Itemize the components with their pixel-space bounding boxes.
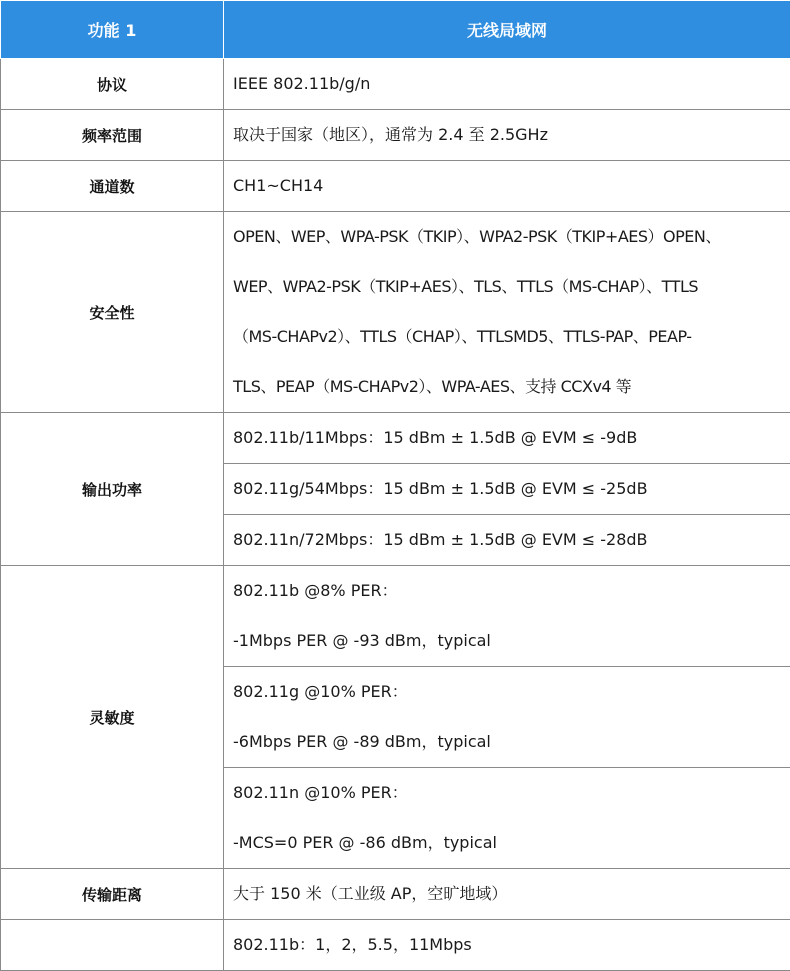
output-power-label: 输出功率 [1, 413, 224, 566]
channels-label: 通道数 [1, 161, 224, 212]
security-line-2: WEP、WPA2-PSK（TKIP+AES）、TLS、TTLS（MS-CHAP）、TTLS [233, 262, 784, 312]
sensitivity-2-line-1: 802.11g @10% PER： [233, 667, 784, 717]
data-rate-value [224, 920, 790, 971]
row-sensitivity-1 [1, 566, 790, 667]
output-power-text-3: 802.11n/72Mbps：15 dBm ± 1.5dB @ EVM ≤ -28dB [233, 515, 784, 565]
frequency-value [224, 110, 790, 161]
range-value [224, 869, 790, 920]
sensitivity-label: 灵敏度 [1, 566, 224, 869]
frequency-text: 取决于国家（地区），通常为 2.4 至 2.5GHz [233, 110, 784, 160]
sensitivity-2-line-2: -6Mbps PER @ -89 dBm，typical [233, 717, 784, 767]
security-label: 安全性 [1, 212, 224, 413]
header-row [1, 1, 790, 59]
output-power-text-1: 802.11b/11Mbps：15 dBm ± 1.5dB @ EVM ≤ -9dB [233, 413, 784, 463]
protocol-label: 协议 [1, 59, 224, 110]
channels-text: CH1~CH14 [233, 161, 784, 211]
range-label: 传输距离 [1, 869, 224, 920]
row-output-power-1 [1, 413, 790, 464]
header-wlan: 无线局域网 [224, 1, 790, 59]
row-security [1, 212, 790, 413]
output-power-value-3 [224, 515, 790, 566]
frequency-label: 频率范围 [1, 110, 224, 161]
output-power-value-1 [224, 413, 790, 464]
data-rate-label [1, 920, 224, 971]
row-frequency [1, 110, 790, 161]
output-power-value-2 [224, 464, 790, 515]
sensitivity-1-line-2: -1Mbps PER @ -93 dBm，typical [233, 616, 784, 666]
range-text: 大于 150 米（工业级 AP，空旷地域） [233, 869, 784, 919]
security-line-4: TLS、PEAP（MS-CHAPv2）、WPA-AES、支持 CCXv4 等 [233, 362, 784, 412]
security-value [224, 212, 790, 413]
security-line-3: （MS-CHAPv2）、TTLS（CHAP）、TTLSMD5、TTLS-PAP、PEAP- [233, 312, 784, 362]
sensitivity-1-line-1: 802.11b @8% PER： [233, 566, 784, 616]
protocol-text: IEEE 802.11b/g/n [233, 59, 784, 109]
row-data-rate [1, 920, 790, 971]
channels-value [224, 161, 790, 212]
row-channels [1, 161, 790, 212]
sensitivity-3-line-2: -MCS=0 PER @ -86 dBm，typical [233, 818, 784, 868]
data-rate-text: 802.11b：1，2，5.5，11Mbps [233, 920, 784, 970]
protocol-value [224, 59, 790, 110]
row-range [1, 869, 790, 920]
row-protocol [1, 59, 790, 110]
sensitivity-value-3 [224, 768, 790, 869]
sensitivity-value-2 [224, 667, 790, 768]
security-line-1: OPEN、WEP、WPA-PSK（TKIP）、WPA2-PSK（TKIP+AES）OPEN、 [233, 212, 784, 262]
output-power-text-2: 802.11g/54Mbps：15 dBm ± 1.5dB @ EVM ≤ -25dB [233, 464, 784, 514]
sensitivity-value-1 [224, 566, 790, 667]
sensitivity-3-line-1: 802.11n @10% PER： [233, 768, 784, 818]
header-feature: 功能 1 [1, 1, 224, 59]
